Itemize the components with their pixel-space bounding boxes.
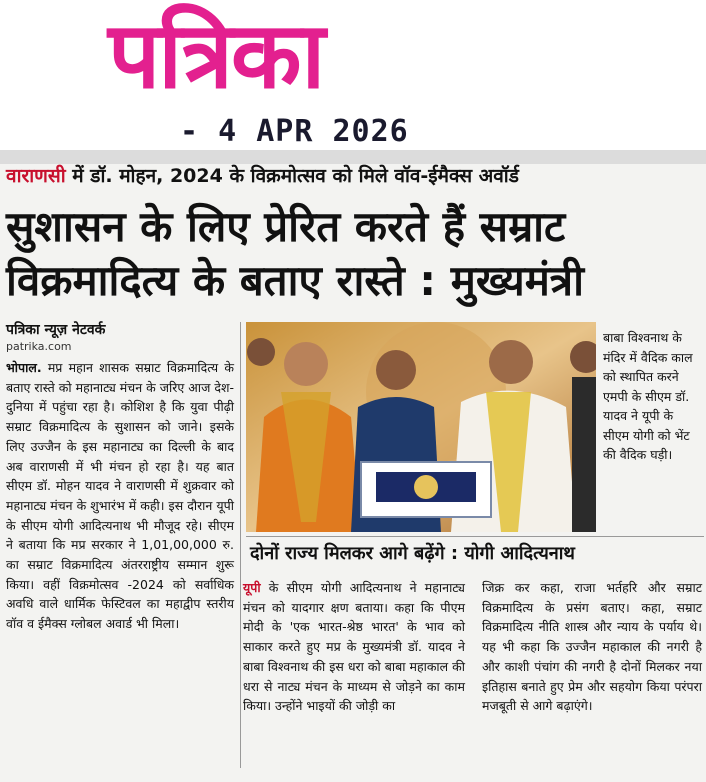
article-site: patrika.com [6,340,72,353]
article-kicker [6,162,519,188]
section-divider [246,536,704,537]
article-byline: पत्रिका न्यूज़ नेटवर्क [6,322,106,338]
article-subhead: दोनों राज्य मिलकर आगे बढ़ेंगे : योगी आदित्यनाथ [250,543,575,564]
kicker-text: में डॉ. मोहन, 2024 के विक्रमोत्सव को मिले वॉव-ईमैक्स अवॉर्ड [65,165,519,187]
clipping-date: - 4 APR 2026 [180,114,409,149]
dateline-city: भोपाल. [6,360,42,375]
photo-caption: बाबा विश्वनाथ के मंदिर में वैदिक काल को स्थापित करने एमपी के सीएम डॉ. यादव ने यूपी के सीएम योगी को भेंट की वैदिक घड़ी। [603,330,693,462]
article-column-2 [243,578,465,716]
masthead [0,0,706,150]
column-2-text: के सीएम योगी आदित्यनाथ ने महानाट्य मंचन को यादगार क्षण बताया। कहा कि पीएम मोदी के 'एक भारत-श्रेष्ठ भारत' के भाव को साकार करते हुए मप्र के मुख्यमंत्री डॉ. यादव ने बाबा विश्वनाथ की इस धरा को बाबा महाकाल की धरा से नाट्य मंचन के माध्यम से जोड़ने का काम किया। उन्होंने भाइयों की जोड़ी का [243,580,465,714]
column-1-text: मप्र महान शासक सम्राट विक्रमादित्य के बताए रास्ते को महानाट्य मंचन के जरिए आज देश-दुनिया में पहुंचा रहा है। कोशिश है कि युवा पीढ़ी सम्राट विक्रमादित्य के सुशासन को जाने। इसके लिए उज्जैन के इस महानाट्य का दिल्ली के बाद अब वाराणसी में भी मंचन हो रहा है। यह बात सीएम डॉ. मोहन यादव ने वाराणसी में शुक्रवार को महानाट्य मंचन के शुभारंभ में कही। इस दौरान यूपी के सीएम योगी आदित्यनाथ भी मौजूद रहे। सीएम ने बताया कि मप्र सरकार ने 1,01,00,000 रु. का सम्राट विक्रमादित्य अंतरराष्ट्रीय सम्मान शुरू किया। वहीं विक्रमोत्सव -2024 को सर्वाधिक अवधि वाले धार्मिक फेस्टिवल का महाद्वीप स्तरीय वॉव व ईमैक्स ग्लोबल अवार्ड भी मिला। [6,360,234,632]
article-column-1 [6,358,234,634]
article-photo [246,322,596,532]
column-divider [240,322,241,768]
column-2-lead: यूपी [243,580,261,595]
newspaper-logo: पत्रिका [108,2,324,109]
article-column-3: जिक्र कर कहा, राजा भर्तहरि और सम्राट विक्रमादित्य के प्रसंग बताए। कहा, सम्राट विक्रमादित्य नीति शास्त्र और न्याय के पर्याय थे। यह भी कहा कि उज्जैन महाकाल की नगरी है और काशी पंचांग की नगरी है दोनों मिलकर नया इतिहास बनाते हुए प्रेम और सहयोग किया परंपरा मजबूती से आगे बढ़ाएंगे। [482,580,702,714]
kicker-city: वाराणसी [6,165,66,187]
article-headline: सुशासन के लिए प्रेरित करते हैं सम्राट विक्रमादित्य के बताए रास्ते : मुख्यमंत्री [6,202,584,305]
photo-illustration [246,322,596,532]
